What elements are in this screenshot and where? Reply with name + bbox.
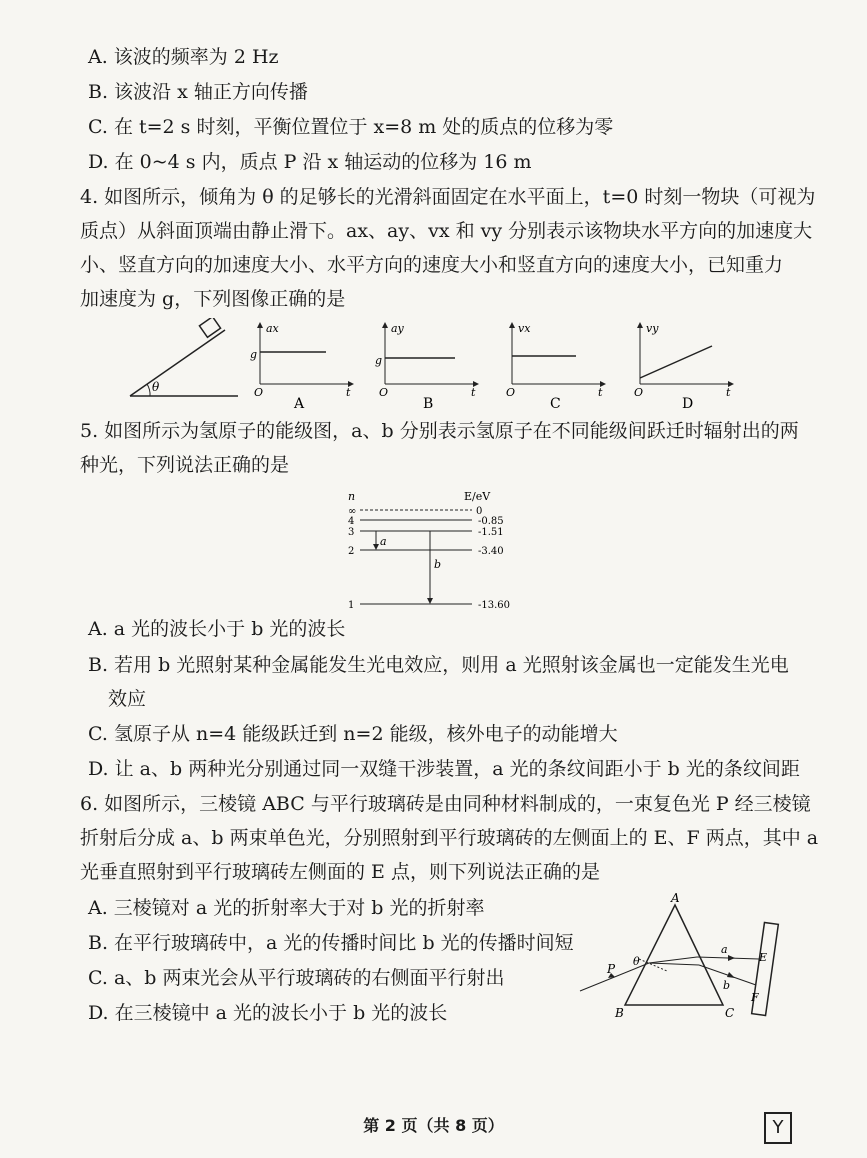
graph-a-label: A [294,396,305,412]
q6-option-c: C. a、b 两束光会从平行玻璃砖的右侧面平行射出 [88,967,505,989]
level-3-n: 3 [348,527,355,538]
q6-option-a: A. 三棱镜对 a 光的折射率大于对 b 光的折射率 [88,897,485,919]
graph-c-label: C [550,396,561,412]
q5-option-c: C. 氢原子从 n=4 能级跃迁到 n=2 能级，核外电子的动能增大 [88,723,618,745]
graph-d-origin: O [634,386,644,399]
prism-vertex-a: A [671,893,680,905]
graph-d-label: D [682,396,694,412]
ray-a-label: a [721,943,728,956]
page-number: 第 2 页（共 8 页） [363,1116,504,1135]
q5-option-b: B. 若用 b 光照射某种金属能发生光电效应，则用 a 光照射该金属也一定能发生光电 [88,654,789,676]
graph-c-ylabel: vx [518,322,531,335]
q6-stem-line-2: 折射后分成 a、b 两束单色光，分别照射到平行玻璃砖的左侧面上的 E、F 两点，其中 a [80,827,819,849]
graph-b-origin: O [379,386,389,399]
graph-d [634,322,734,412]
q3-option-c: C. 在 t=2 s 时刻，平衡位置位于 x=8 m 处的质点的位移为零 [88,116,614,138]
transition-a-label: a [380,535,387,548]
prism-diagram [575,893,800,1023]
prism-vertex-b: B [615,1006,624,1020]
level-3-e: -1.51 [478,527,504,538]
q5-option-b-cont: 效应 [108,688,147,710]
level-inf-n: ∞ [348,506,357,517]
level-2-e: -3.40 [478,546,504,557]
transition-b-label: b [434,558,442,571]
q5-stem-line-2: 种光，下列说法正确的是 [80,454,290,476]
level-2-n: 2 [348,546,355,557]
graph-a-xlabel: t [346,386,351,399]
incline-theta-label: θ [152,380,160,394]
graph-b [375,322,479,412]
q4-stem-line-4: 加速度为 g，下列图像正确的是 [80,288,346,310]
q5-stem-line-1: 5. 如图所示为氢原子的能级图，a、b 分别表示氢原子在不同能级间跃迁时辐射出的两 [80,420,799,442]
q6-stem-line-3: 光垂直照射到平行玻璃砖左侧面的 E 点，则下列说法正确的是 [80,861,600,883]
q5-option-d: D. 让 a、b 两种光分别通过同一双缝干涉装置，a 光的条纹间距小于 b 光的条纹间距 [88,758,800,780]
q5-option-a: A. a 光的波长小于 b 光的波长 [88,618,346,640]
ray-p-label: P [607,962,616,976]
point-e-label: E [759,951,768,964]
q3-option-a: A. 该波的频率为 2 Hz [88,46,279,68]
graph-a-g-label: g [250,348,258,361]
graph-a-ylabel: ax [266,322,279,335]
graph-a [250,322,354,412]
level-inf-e: 0 [476,506,483,517]
graph-c-origin: O [506,386,516,399]
level-1-n: 1 [348,600,355,611]
graph-a-origin: O [254,386,264,399]
q6-stem-line-1: 6. 如图所示，三棱镜 ABC 与平行玻璃砖是由同种材料制成的，一束复色光 P 经三棱镜 [80,793,811,815]
angle-theta: θ [633,955,640,968]
q6-option-d: D. 在三棱镜中 a 光的波长小于 b 光的波长 [88,1002,448,1024]
ray-b-label: b [723,979,731,992]
energy-axis-label: E/eV [464,490,491,503]
graph-b-xlabel: t [471,386,476,399]
incline-diagram [130,318,238,396]
graph-c [506,322,606,412]
q4-stem-line-2: 质点）从斜面顶端由静止滑下。ax、ay、vx 和 vy 分别表示该物块水平方向的加速度大 [80,220,813,242]
level-4-n: 4 [348,516,355,527]
graph-d-xlabel: t [726,386,731,399]
graph-b-label: B [423,396,434,412]
n-axis-label: n [348,490,356,503]
q4-stem-line-1: 4. 如图所示，倾角为 θ 的足够长的光滑斜面固定在水平面上，t=0 时刻一物块（可视为 [80,186,816,208]
graph-c-xlabel: t [598,386,603,399]
level-4-e: -0.85 [478,516,504,527]
level-1-e: -13.60 [478,600,511,611]
graph-b-ylabel: ay [391,322,404,335]
graph-b-g-label: g [375,354,383,367]
q4-stem-line-3: 小、竖直方向的加速度大小、水平方向的速度大小和竖直方向的速度大小，已知重力 [80,254,784,276]
prism-vertex-c: C [725,1006,735,1020]
prism-abc [625,905,723,1005]
q3-option-b: B. 该波沿 x 轴正方向传播 [88,81,308,103]
q6-option-b: B. 在平行玻璃砖中，a 光的传播时间比 b 光的传播时间短 [88,932,574,954]
graph-d-ylabel: vy [646,322,659,335]
q4-figures [120,318,740,414]
q3-option-d: D. 在 0~4 s 内，质点 P 沿 x 轴运动的位移为 16 m [88,151,532,173]
point-f-label: F [751,991,759,1004]
energy-level-diagram [340,488,520,614]
version-mark: Y [764,1112,792,1144]
